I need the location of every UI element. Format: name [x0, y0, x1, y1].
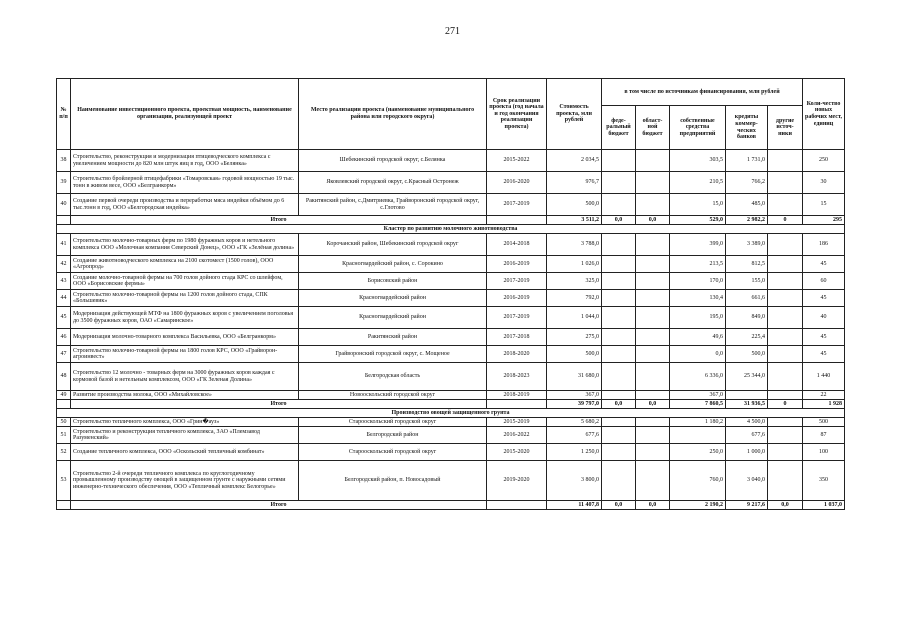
row-number: 41 — [57, 234, 71, 256]
table-row — [57, 391, 845, 400]
project-term: 2018-2023 — [487, 363, 547, 391]
row-number: 48 — [57, 363, 71, 391]
total-label: Итого — [71, 216, 487, 225]
total-row — [57, 501, 845, 510]
federal-budget — [602, 150, 636, 172]
row-number: 42 — [57, 256, 71, 273]
table-row — [57, 290, 845, 307]
project-cost: 500,0 — [547, 194, 602, 216]
header-credits: кредиты коммер-ческих банков — [726, 106, 768, 150]
bank-credits: 3 389,0 — [726, 234, 768, 256]
regional-budget — [636, 346, 670, 363]
project-term: 2017-2019 — [487, 307, 547, 329]
table-body — [57, 150, 845, 510]
regional-budget — [636, 150, 670, 172]
table-row — [57, 329, 845, 346]
project-cost: 5 680,2 — [547, 418, 602, 427]
project-name: Строительство молочно-товарных ферм по 1980 фуражных коров и нетельного комплекса ООО «Молочная компания Северский Донец», ООО «ГК «Зелёная долина» — [71, 234, 299, 256]
total-jobs: 1 928 — [803, 400, 845, 409]
other-sources — [768, 427, 803, 444]
new-jobs: 45 — [803, 290, 845, 307]
other-sources — [768, 172, 803, 194]
row-number: 39 — [57, 172, 71, 194]
federal-budget — [602, 391, 636, 400]
federal-budget — [602, 427, 636, 444]
total-own-funds: 7 860,5 — [670, 400, 726, 409]
table-row — [57, 273, 845, 290]
table-row — [57, 194, 845, 216]
own-funds: 210,5 — [670, 172, 726, 194]
regional-budget — [636, 427, 670, 444]
header-project-name: Наименование инвестиционного проекта, проектная мощность, наименование организации, реализующей проект — [71, 79, 299, 150]
project-cost: 367,0 — [547, 391, 602, 400]
total-empty-term — [487, 400, 547, 409]
project-place: Старооскольский городской округ — [299, 444, 487, 461]
new-jobs: 100 — [803, 444, 845, 461]
federal-budget — [602, 307, 636, 329]
project-cost: 275,0 — [547, 329, 602, 346]
table-row — [57, 234, 845, 256]
other-sources — [768, 150, 803, 172]
table-row — [57, 363, 845, 391]
own-funds: 0,0 — [670, 346, 726, 363]
project-place: Шебекинский городской округ, с.Белянка — [299, 150, 487, 172]
section-header-row — [57, 225, 845, 234]
project-cost: 3 800,0 — [547, 461, 602, 501]
project-place: Яковлевский городской округ, с.Красный Остронеж — [299, 172, 487, 194]
total-label: Итого — [71, 400, 487, 409]
federal-budget — [602, 461, 636, 501]
other-sources — [768, 391, 803, 400]
total-regional: 0,0 — [636, 400, 670, 409]
project-name: Строительство, реконструкция и модернизация птицеводческого комплекса с увеличением мощности до 820 млн штук яиц в год, ООО «Белянка» — [71, 150, 299, 172]
project-term: 2017-2019 — [487, 194, 547, 216]
regional-budget — [636, 418, 670, 427]
table-row — [57, 418, 845, 427]
project-cost: 976,7 — [547, 172, 602, 194]
project-place: Корочанский район, Шебекинский городской округ — [299, 234, 487, 256]
header-term: Срок реализации проекта (год начала и год окончания реализации проекта) — [487, 79, 547, 150]
project-cost: 3 788,0 — [547, 234, 602, 256]
own-funds: 213,5 — [670, 256, 726, 273]
total-row — [57, 216, 845, 225]
project-cost: 1 026,0 — [547, 256, 602, 273]
bank-credits: 4 500,0 — [726, 418, 768, 427]
federal-budget — [602, 329, 636, 346]
other-sources — [768, 307, 803, 329]
project-term: 2018-2019 — [487, 391, 547, 400]
regional-budget — [636, 444, 670, 461]
row-number: 49 — [57, 391, 71, 400]
bank-credits: 25 344,0 — [726, 363, 768, 391]
project-term: 2017-2019 — [487, 273, 547, 290]
total-credits: 9 217,6 — [726, 501, 768, 510]
other-sources — [768, 444, 803, 461]
own-funds: 250,0 — [670, 444, 726, 461]
project-place: Грайворонский городской округ, с. Мощеное — [299, 346, 487, 363]
own-funds: 303,5 — [670, 150, 726, 172]
project-place: Белгородский район — [299, 427, 487, 444]
federal-budget — [602, 273, 636, 290]
total-regional: 0,0 — [636, 216, 670, 225]
project-cost: 31 680,0 — [547, 363, 602, 391]
table-row — [57, 150, 845, 172]
bank-credits: 849,0 — [726, 307, 768, 329]
own-funds: 195,0 — [670, 307, 726, 329]
total-jobs: 1 037,0 — [803, 501, 845, 510]
total-regional: 0,0 — [636, 501, 670, 510]
total-empty-no — [57, 216, 71, 225]
bank-credits: 3 040,0 — [726, 461, 768, 501]
section-title: Производство овощей защищенного грунта — [57, 409, 845, 418]
header-federal: феде-ральный бюджет — [602, 106, 636, 150]
other-sources — [768, 363, 803, 391]
new-jobs: 1 440 — [803, 363, 845, 391]
table-row — [57, 172, 845, 194]
project-term: 2015-2019 — [487, 418, 547, 427]
regional-budget — [636, 290, 670, 307]
total-label: Итого — [71, 501, 487, 510]
row-number: 40 — [57, 194, 71, 216]
project-term: 2017-2018 — [487, 329, 547, 346]
header-other: другие источ-ники — [768, 106, 803, 150]
project-place: Белгородская область — [299, 363, 487, 391]
federal-budget — [602, 194, 636, 216]
other-sources — [768, 234, 803, 256]
new-jobs: 45 — [803, 329, 845, 346]
project-name: Строительство молочно-товарной фермы на 1800 голов КРС, ООО «Грайворон- агроинвест» — [71, 346, 299, 363]
new-jobs: 15 — [803, 194, 845, 216]
row-number: 45 — [57, 307, 71, 329]
project-cost: 1 044,0 — [547, 307, 602, 329]
project-term: 2015-2022 — [487, 150, 547, 172]
own-funds — [670, 427, 726, 444]
total-cost: 3 511,2 — [547, 216, 602, 225]
header-place: Место реализации проекта (наименование муниципального района или городского округа) — [299, 79, 487, 150]
project-name: Модернизация действующей МТФ на 1800 фуражных коров с увеличением поголовья до 3500 фуражных коров, ОАО «Самаринское» — [71, 307, 299, 329]
total-other: 0 — [768, 216, 803, 225]
new-jobs: 45 — [803, 256, 845, 273]
other-sources — [768, 329, 803, 346]
total-row — [57, 400, 845, 409]
project-cost: 325,0 — [547, 273, 602, 290]
project-term: 2018-2020 — [487, 346, 547, 363]
table-row — [57, 461, 845, 501]
federal-budget — [602, 363, 636, 391]
regional-budget — [636, 194, 670, 216]
own-funds: 6 336,0 — [670, 363, 726, 391]
other-sources — [768, 194, 803, 216]
row-number: 47 — [57, 346, 71, 363]
total-other: 0 — [768, 400, 803, 409]
project-name: Создание животноводческого комплекса на 2100 скотомест (1500 голов), ООО «Агропрод» — [71, 256, 299, 273]
project-cost: 1 250,0 — [547, 444, 602, 461]
project-name: Создание тепличного комплекса, ООО «Оскольский тепличный комбинат» — [71, 444, 299, 461]
other-sources — [768, 418, 803, 427]
new-jobs: 350 — [803, 461, 845, 501]
investment-projects-table — [56, 78, 845, 510]
federal-budget — [602, 444, 636, 461]
bank-credits: 500,0 — [726, 346, 768, 363]
total-own-funds: 529,0 — [670, 216, 726, 225]
bank-credits: 225,4 — [726, 329, 768, 346]
total-empty-no — [57, 400, 71, 409]
project-term: 2019-2020 — [487, 461, 547, 501]
project-term: 2016-2019 — [487, 256, 547, 273]
total-own-funds: 2 190,2 — [670, 501, 726, 510]
header-own-funds: собственные средства предприятий — [670, 106, 726, 150]
project-place: Красногвардейский район, с. Сорокино — [299, 256, 487, 273]
row-number: 38 — [57, 150, 71, 172]
row-number: 44 — [57, 290, 71, 307]
project-name: Модернизация молочно-товарного комплекса Васильевка, ООО «Белгранкорм» — [71, 329, 299, 346]
new-jobs: 60 — [803, 273, 845, 290]
bank-credits: 1 731,0 — [726, 150, 768, 172]
new-jobs: 250 — [803, 150, 845, 172]
project-name: Строительство и реконструкция тепличного комплекса, ЗАО «Племзавод Разуменский» — [71, 427, 299, 444]
project-place: Старооскольский городской округ — [299, 418, 487, 427]
federal-budget — [602, 256, 636, 273]
federal-budget — [602, 290, 636, 307]
row-number: 50 — [57, 418, 71, 427]
project-term: 2016-2022 — [487, 427, 547, 444]
other-sources — [768, 461, 803, 501]
project-cost: 500,0 — [547, 346, 602, 363]
own-funds: 399,0 — [670, 234, 726, 256]
new-jobs: 500 — [803, 418, 845, 427]
regional-budget — [636, 391, 670, 400]
total-empty-term — [487, 501, 547, 510]
total-other: 0,0 — [768, 501, 803, 510]
row-number: 43 — [57, 273, 71, 290]
total-federal: 0,0 — [602, 501, 636, 510]
page-number: 271 — [445, 26, 460, 37]
project-name: Создание молочно-товарной фермы на 700 голов дойного стада КРС со шлейфом, ООО «Борисовские фермы» — [71, 273, 299, 290]
project-cost: 2 034,5 — [547, 150, 602, 172]
federal-budget — [602, 346, 636, 363]
own-funds: 130,4 — [670, 290, 726, 307]
regional-budget — [636, 461, 670, 501]
own-funds: 367,0 — [670, 391, 726, 400]
project-term: 2015-2020 — [487, 444, 547, 461]
total-credits: 2 982,2 — [726, 216, 768, 225]
row-number: 52 — [57, 444, 71, 461]
table-row — [57, 307, 845, 329]
new-jobs: 45 — [803, 346, 845, 363]
federal-budget — [602, 172, 636, 194]
new-jobs: 30 — [803, 172, 845, 194]
project-term: 2016-2019 — [487, 290, 547, 307]
bank-credits: 661,6 — [726, 290, 768, 307]
project-name: Создание первой очереди производства и переработки мяса индейки объёмом до 6 тыс.тонн в год, ООО «Белгородская индейка» — [71, 194, 299, 216]
project-cost: 792,0 — [547, 290, 602, 307]
other-sources — [768, 256, 803, 273]
project-name: Строительство тепличного комплекса, ООО «Грин�ауз» — [71, 418, 299, 427]
project-place: Красногвардейский район — [299, 307, 487, 329]
new-jobs: 87 — [803, 427, 845, 444]
bank-credits: 1 000,0 — [726, 444, 768, 461]
project-term: 2016-2020 — [487, 172, 547, 194]
bank-credits: 485,0 — [726, 194, 768, 216]
project-name: Строительство молочно-товарной фермы на 1200 голов дойного стада, СПК «Большевик» — [71, 290, 299, 307]
bank-credits: 677,6 — [726, 427, 768, 444]
bank-credits — [726, 391, 768, 400]
total-jobs: 295 — [803, 216, 845, 225]
table-row — [57, 256, 845, 273]
regional-budget — [636, 363, 670, 391]
header-sources-group: в том числе по источникам финансирования, млн рублей — [602, 79, 803, 106]
total-federal: 0,0 — [602, 400, 636, 409]
header-no: № п/п — [57, 79, 71, 150]
header-jobs: Коли-чество новых рабочих мест, единиц — [803, 79, 845, 150]
regional-budget — [636, 307, 670, 329]
own-funds: 760,0 — [670, 461, 726, 501]
project-place: Красногвардейский район — [299, 290, 487, 307]
other-sources — [768, 290, 803, 307]
regional-budget — [636, 256, 670, 273]
header-cost: Стоимость проекта, млн рублей — [547, 79, 602, 150]
row-number: 46 — [57, 329, 71, 346]
own-funds: 49,6 — [670, 329, 726, 346]
bank-credits: 155,0 — [726, 273, 768, 290]
row-number: 53 — [57, 461, 71, 501]
project-term: 2014-2018 — [487, 234, 547, 256]
project-name: Строительство 12 молочно - товарных ферм на 3000 фуражных коров каждая с кормовой базой и нетельным комплексом, ООО «ГК Зеленая Долина» — [71, 363, 299, 391]
header-regional: област-ной бюджет — [636, 106, 670, 150]
project-name: Строительство 2-й очереди тепличного комплекса по круглогодичному промышленному производству овощей в защищенном грунте с наружными сетями инженерно-технического обеспечения, ООО «Тепличный комплекс Белогорье» — [71, 461, 299, 501]
project-place: Борисовский район — [299, 273, 487, 290]
total-empty-no — [57, 501, 71, 510]
new-jobs: 22 — [803, 391, 845, 400]
bank-credits: 766,2 — [726, 172, 768, 194]
project-place: Ракитянский район — [299, 329, 487, 346]
federal-budget — [602, 418, 636, 427]
own-funds: 1 180,2 — [670, 418, 726, 427]
regional-budget — [636, 172, 670, 194]
project-place: Ракитянский район, с.Дмитриевка, Грайворонский городской округ, с.Глотово — [299, 194, 487, 216]
other-sources — [768, 346, 803, 363]
regional-budget — [636, 234, 670, 256]
section-header-row — [57, 409, 845, 418]
total-cost: 39 797,0 — [547, 400, 602, 409]
total-cost: 11 407,8 — [547, 501, 602, 510]
total-credits: 31 936,5 — [726, 400, 768, 409]
project-name: Развитие производства молока, ООО «Михайловское» — [71, 391, 299, 400]
regional-budget — [636, 273, 670, 290]
project-place: Белгородский район, п. Новосадовый — [299, 461, 487, 501]
other-sources — [768, 273, 803, 290]
table-row — [57, 346, 845, 363]
table-row — [57, 427, 845, 444]
regional-budget — [636, 329, 670, 346]
total-empty-term — [487, 216, 547, 225]
section-title: Кластер по развитию молочного животноводства — [57, 225, 845, 234]
federal-budget — [602, 234, 636, 256]
project-place: Новооскольский городской округ — [299, 391, 487, 400]
table-row — [57, 444, 845, 461]
bank-credits: 812,5 — [726, 256, 768, 273]
total-federal: 0,0 — [602, 216, 636, 225]
new-jobs: 40 — [803, 307, 845, 329]
new-jobs: 186 — [803, 234, 845, 256]
own-funds: 15,0 — [670, 194, 726, 216]
row-number: 51 — [57, 427, 71, 444]
project-name: Строительство бройлерной птицефабрики «Томаровская» годовой мощностью 19 тыс. тонн в живом весе, ООО «Белгранкорм» — [71, 172, 299, 194]
project-cost: 677,6 — [547, 427, 602, 444]
own-funds: 170,0 — [670, 273, 726, 290]
